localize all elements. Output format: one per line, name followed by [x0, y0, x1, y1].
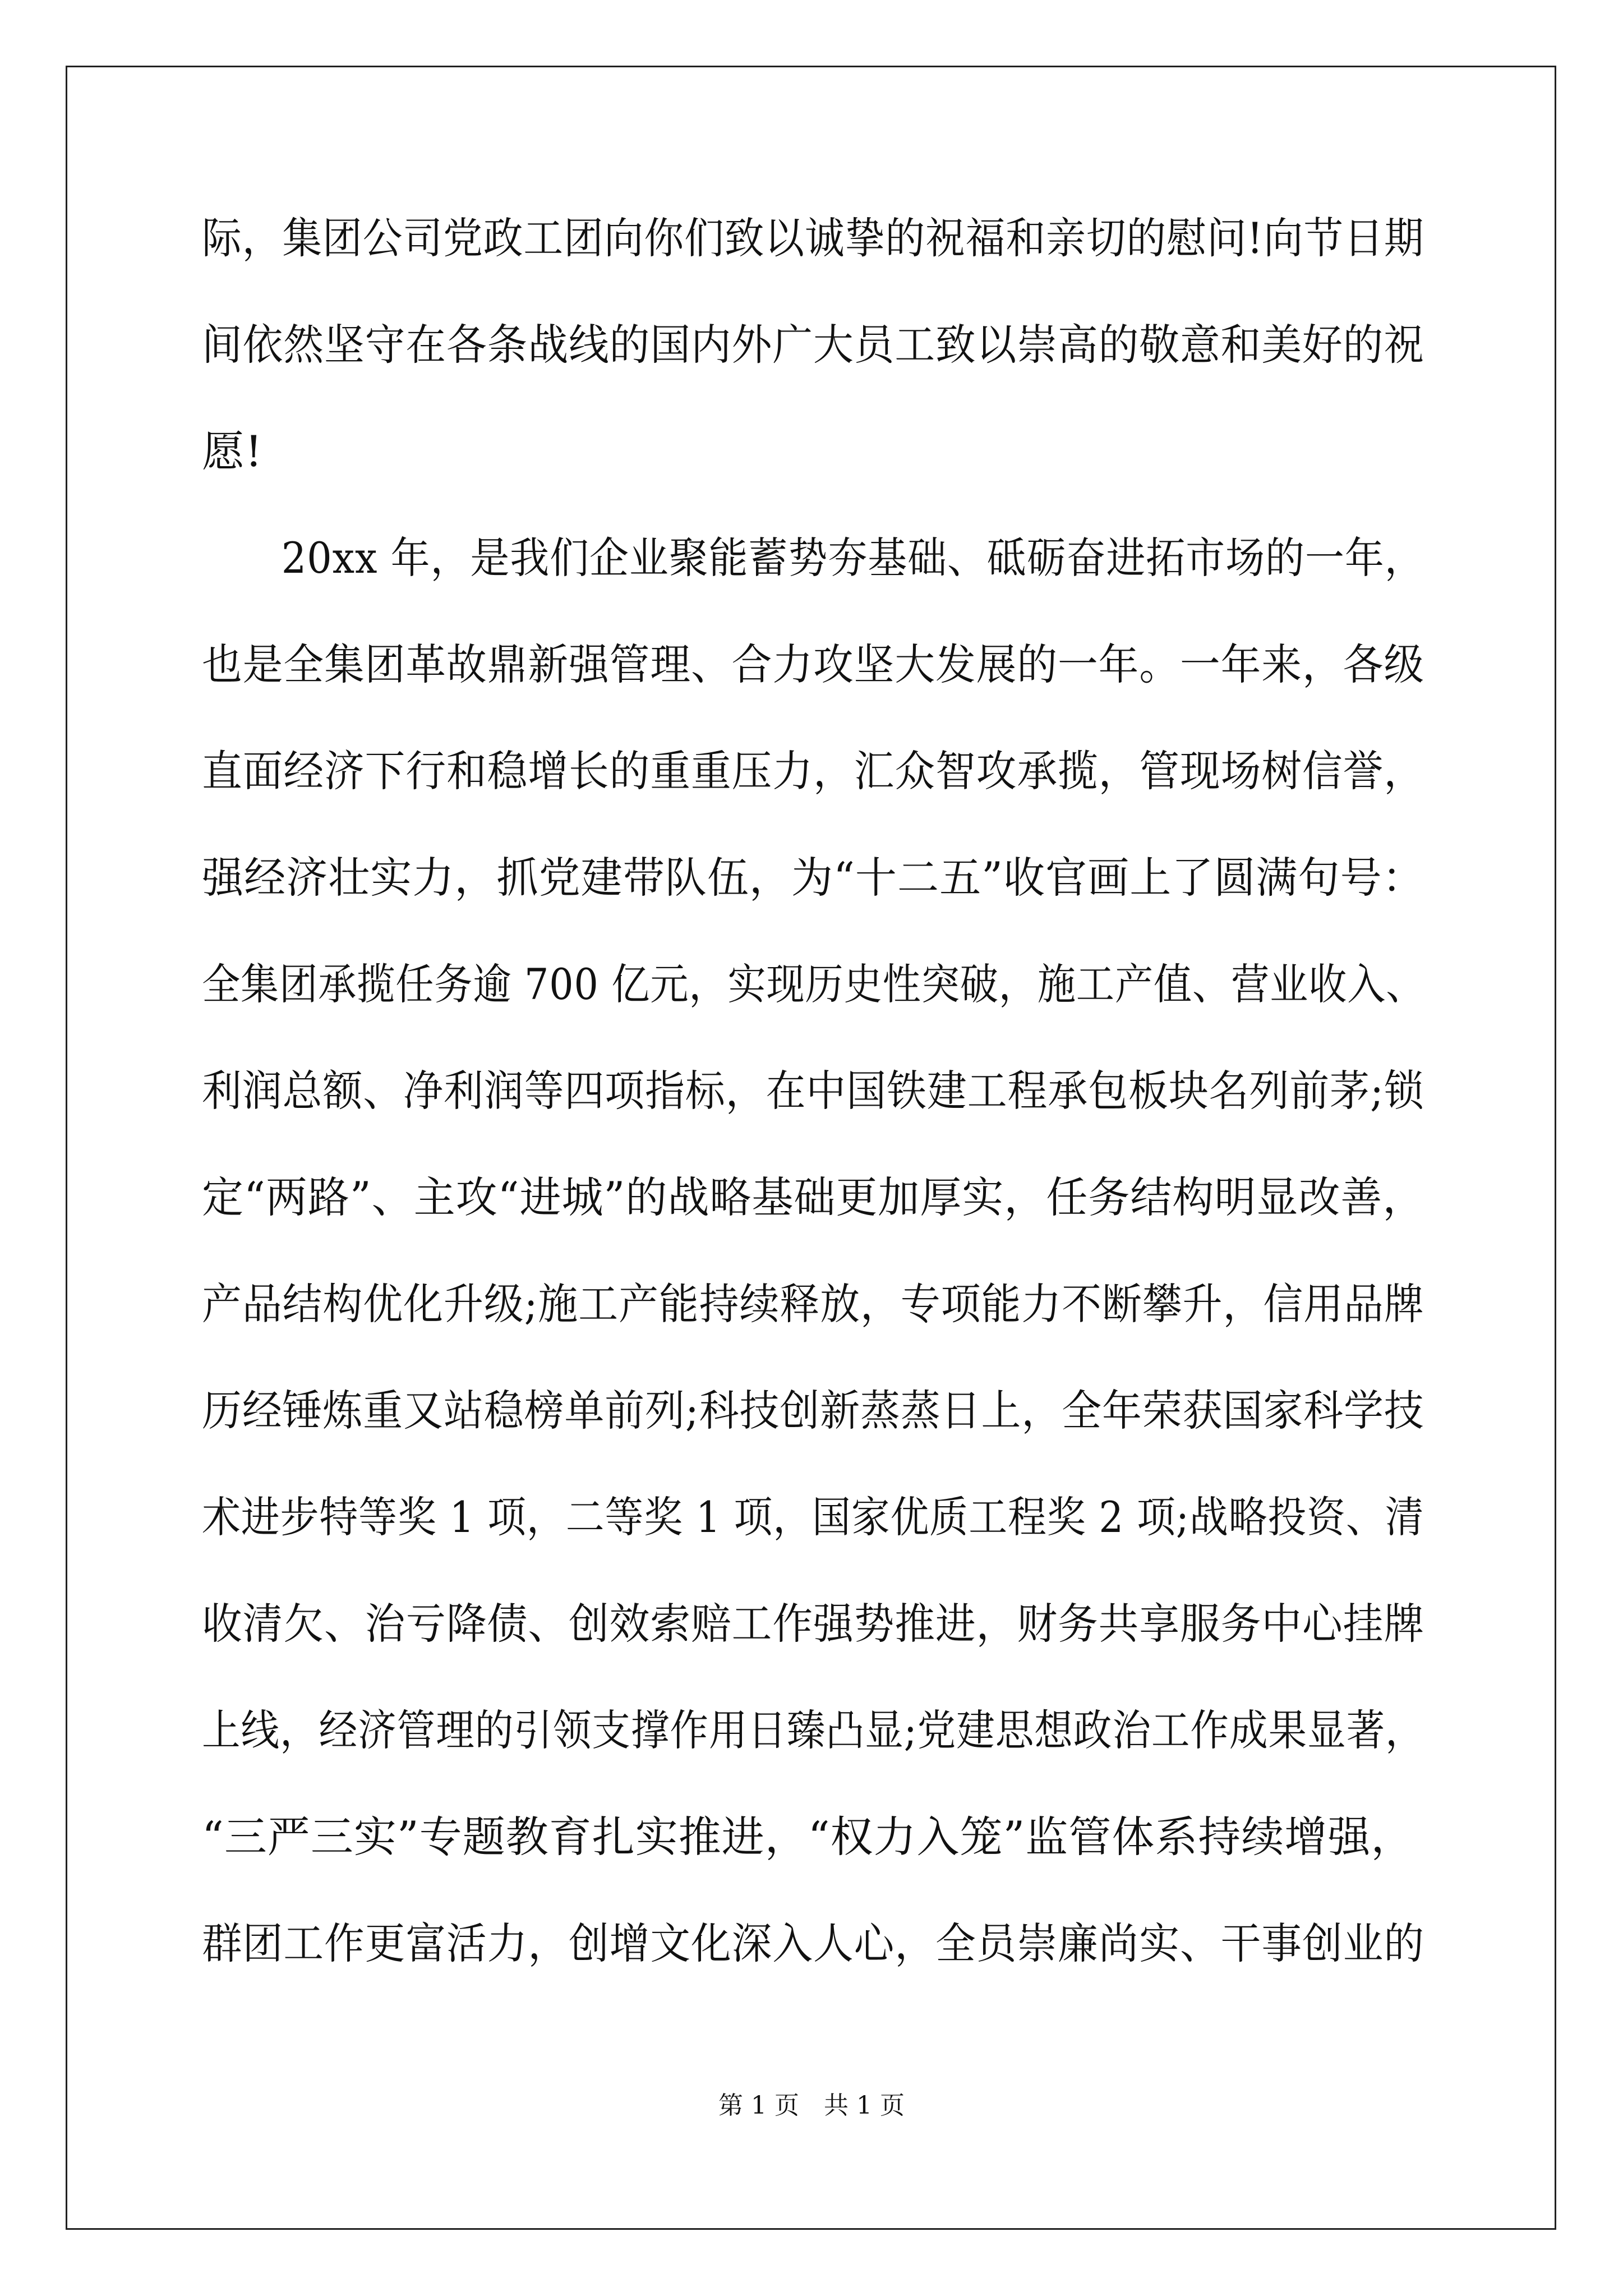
- text-line: 历经锤炼重又站稳榜单前列;科技创新蒸蒸日上，全年荣获国家科学技: [202, 1386, 1424, 1435]
- text-line: 利润总额、净利润等四项指标，在中国铁建工程承包板块名列前茅;锁: [202, 1066, 1424, 1116]
- text-line: 愿!: [202, 426, 263, 476]
- text-line: 上线，经济管理的引领支撑作用日臻凸显;党建思想政治工作成果显著，: [202, 1705, 1424, 1755]
- text-line: “三严三实”专题教育扎实推进，“权力入笼”监管体系持续增强，: [202, 1812, 1414, 1862]
- text-line: 20xx 年，是我们企业聚能蓄势夯基础、砥砺奋进拓市场的一年，: [202, 533, 1424, 583]
- text-line: 全集团承揽任务逾 700 亿元，实现历史性突破，施工产值、营业收入、: [202, 959, 1425, 1009]
- page-border: [66, 66, 1556, 2230]
- text-line: 术进步特等奖 1 项，二等奖 1 项，国家优质工程奖 2 项;战略投资、清: [202, 1492, 1424, 1542]
- text-line: 直面经济下行和稳增长的重重压力，汇众智攻承揽，管现场树信誉，: [202, 746, 1424, 796]
- page-number-footer: 第 1 页 共 1 页: [718, 2091, 905, 2120]
- text-line: 际，集团公司党政工团向你们致以诚挚的祝福和亲切的慰问!向节日期: [202, 213, 1424, 263]
- text-line: 也是全集团革故鼎新强管理、合力攻坚大发展的一年。一年来，各级: [202, 639, 1424, 689]
- text-line: 强经济壮实力，抓党建带队伍，为“十二五”收官画上了圆满句号：: [202, 853, 1424, 903]
- text-line: 产品结构优化升级;施工产能持续释放，专项能力不断攀升，信用品牌: [202, 1279, 1424, 1329]
- text-line: 定“两路”、主攻“进城”的战略基础更加厚实，任务结构明显改善，: [202, 1172, 1425, 1222]
- text-line: 间依然坚守在各条战线的国内外广大员工致以崇高的敬意和美好的祝: [202, 320, 1424, 370]
- text-line: 群团工作更富活力，创增文化深入人心，全员崇廉尚实、干事创业的: [202, 1918, 1424, 1968]
- text-line: 收清欠、治亏降债、创效索赔工作强势推进，财务共享服务中心挂牌: [202, 1599, 1424, 1649]
